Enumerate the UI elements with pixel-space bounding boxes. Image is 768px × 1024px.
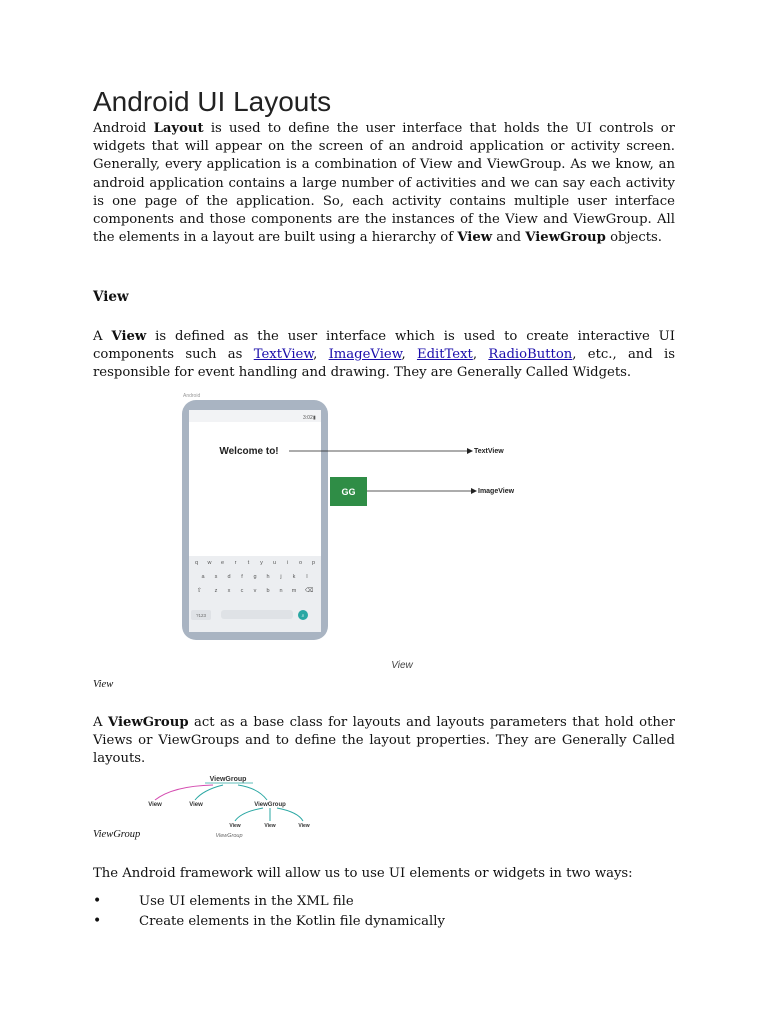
view-para-term: View	[111, 329, 147, 344]
intro-and: and	[496, 230, 522, 246]
viewgroup-figure	[143, 772, 383, 842]
keyboard-key-x: x	[227, 588, 231, 594]
imageview-label: ImageView	[478, 488, 515, 495]
keyboard-key-w: w	[207, 560, 212, 566]
welcome-text: Welcome to!	[219, 446, 279, 457]
view-paragraph: A View is defined as the user interface which is used to create interactive UI components such as TextView, ImageView, EditText, RadioButton, etc., and is responsible for event handling and drawing. They are Generally Called Widgets.	[93, 329, 676, 381]
keyboard-key-t: t	[247, 560, 250, 566]
figure-caption-viewgroup: ViewGroup	[215, 833, 243, 839]
tree-child-3: ViewGroup	[254, 802, 286, 808]
keyboard-key-f: f	[241, 574, 243, 580]
status-time: 3:02	[303, 415, 313, 421]
backspace-key-icon: ⌫	[305, 588, 314, 594]
keyboard-key-l: l	[306, 574, 308, 580]
ways-list	[93, 892, 445, 931]
view-term: View	[457, 230, 493, 246]
keyboard-key-e: e	[220, 560, 225, 566]
search-key-glyph: ⌕	[301, 613, 305, 619]
imageview-link[interactable]: ImageView	[328, 347, 402, 363]
keyboard-key-j: j	[280, 574, 282, 580]
keyboard-key-y: y	[260, 560, 263, 566]
viewgroup-para-text: act as a base class for layouts and layouts parameters that hold other Views or ViewGroups and to define the layout properties. They are Generally Called layouts.	[93, 715, 675, 767]
keyboard-key-c: c	[240, 588, 244, 594]
shift-key-icon: ⇧	[197, 588, 203, 594]
keyboard-key-p: p	[311, 560, 316, 566]
view-para-a: A	[93, 329, 103, 344]
tree-edge-gc3	[277, 808, 303, 821]
tree-root-label: ViewGroup	[209, 776, 247, 783]
intro-text-start: Android	[93, 121, 147, 136]
tree-grandchild-1: View	[229, 823, 241, 829]
tree-edge-gc1	[235, 808, 263, 821]
figure-caption-view: View	[391, 660, 413, 671]
keyboard-key-g: g	[253, 574, 257, 580]
keyboard	[189, 556, 321, 632]
textview-arrowhead	[467, 448, 473, 454]
keyboard-key-o: o	[298, 560, 303, 566]
tree-grandchild-3: View	[298, 823, 310, 829]
view-figure	[177, 388, 537, 678]
intro-paragraph	[93, 120, 675, 247]
viewgroup-term: ViewGroup	[525, 230, 606, 246]
view-heading: View	[93, 289, 129, 305]
tree-edge-mid	[195, 785, 223, 800]
caption-view: View	[93, 679, 114, 690]
list-item: • Create elements in the Kotlin file dynamically	[93, 912, 445, 932]
ways-paragraph: The Android framework will allow us to use UI elements or widgets in two ways:	[93, 866, 633, 881]
view-para-text: is defined as the user interface which is used to create interactive UI components such as	[93, 329, 676, 363]
intro-text: is used to define the user interface that holds the UI controls or widgets that will appear on the screen of an android application or activity screen. Generally, every application is a combination of View and ViewGroup. As we know, an android application contains a large number of activities and we can say each activity is one page of the application. So, each activity contains multiple user interface components and those components are the instances of the View and ViewGroup. All the elements in a layout are built using a hierarchy of	[93, 121, 675, 246]
keyboard-key-m: m	[291, 588, 297, 594]
keyboard-key-r: r	[234, 560, 237, 566]
viewgroup-para-term: ViewGroup	[107, 715, 189, 730]
layout-term: Layout	[153, 121, 204, 136]
viewgroup-para-a: A	[93, 715, 103, 730]
keyboard-key-d: d	[227, 574, 231, 580]
keyboard-key-k: k	[292, 574, 296, 580]
textview-label: TextView	[474, 448, 504, 455]
list-item: • Use UI elements in the XML file	[93, 892, 445, 912]
keyboard-key-v: v	[253, 588, 257, 594]
caption-viewgroup: ViewGroup	[93, 829, 141, 840]
keyboard-key-u: u	[272, 560, 277, 566]
keyboard-key-b: b	[266, 588, 270, 594]
edittext-link[interactable]: EditText	[416, 347, 473, 363]
keyboard-key-q: q	[194, 560, 199, 566]
figure-corner-label: Android	[183, 393, 201, 399]
intro-text-end: objects.	[610, 230, 662, 246]
keyboard-key-z: z	[214, 588, 218, 594]
radiobutton-link[interactable]: RadioButton	[488, 347, 573, 363]
keyboard-key-n: n	[279, 588, 283, 594]
keyboard-key-s: s	[214, 574, 218, 580]
tree-child-1: View	[148, 802, 162, 808]
logo-text: GG	[341, 487, 356, 497]
textview-link[interactable]: TextView	[253, 347, 314, 363]
page-title: Android UI Layouts	[93, 86, 332, 117]
keyboard-key-h: h	[266, 574, 270, 580]
battery-icon: ▮	[313, 415, 316, 421]
imageview-arrowhead	[471, 488, 477, 494]
tree-edge-right	[238, 785, 267, 800]
keyboard-key-a: a	[201, 574, 205, 580]
tree-child-2: View	[189, 802, 203, 808]
symbols-key-label: ?123	[195, 613, 207, 618]
viewgroup-paragraph	[93, 714, 675, 769]
view-para-text-end: etc., and is responsible for event handling and drawing. They are Generally Called Widgets.	[93, 347, 676, 381]
status-bar	[189, 410, 321, 422]
keyboard-key-i: i	[286, 560, 289, 566]
space-key	[221, 610, 293, 619]
tree-grandchild-2: View	[264, 823, 276, 829]
